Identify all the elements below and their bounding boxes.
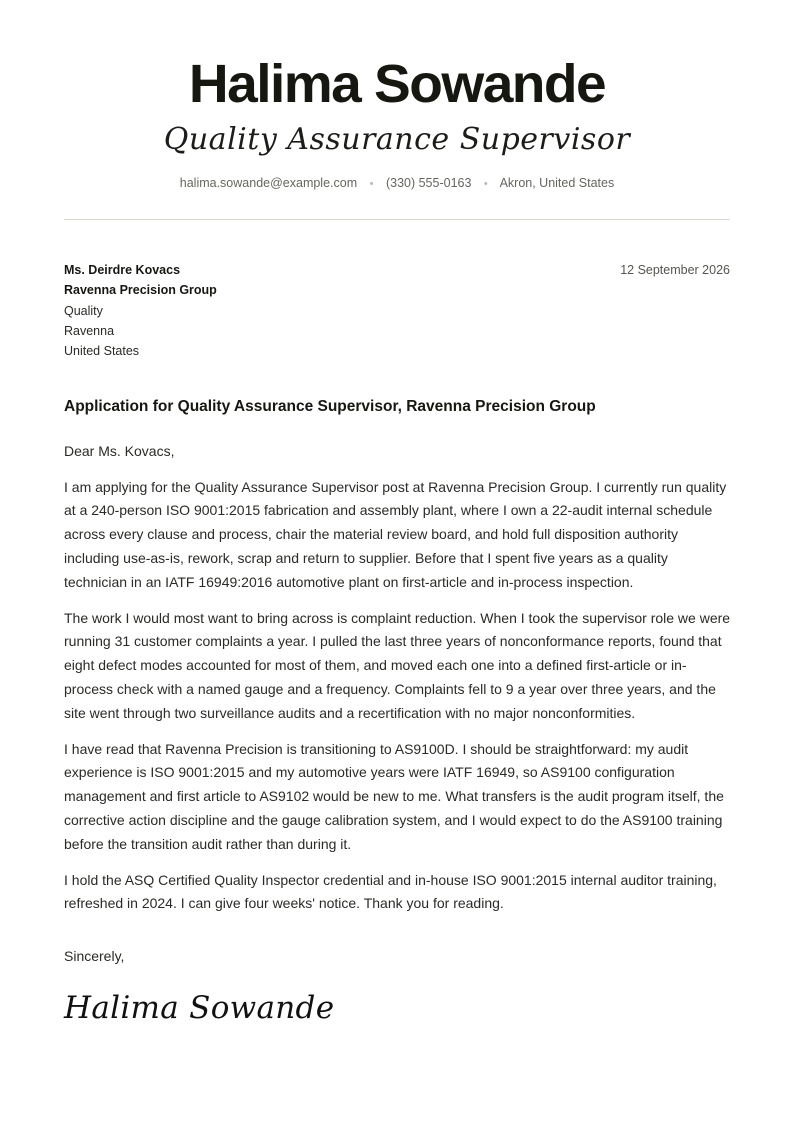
letter-subject: Application for Quality Assurance Supervisor, Ravenna Precision Group bbox=[64, 398, 596, 415]
header-divider bbox=[64, 219, 730, 220]
contact-phone: (330) 555-0163 bbox=[385, 176, 472, 190]
recipient-company: Ravenna Precision Group bbox=[64, 283, 217, 298]
salutation: Dear Ms. Kovacs, bbox=[64, 443, 175, 459]
recipient-block bbox=[64, 260, 217, 361]
recipient-country: United States bbox=[64, 344, 140, 359]
closing: Sincerely, bbox=[64, 948, 125, 964]
contact-line bbox=[0, 174, 794, 193]
body-paragraph: The work I would most want to bring across is complaint reduction. When I took the supervisor role we were running 31 customer complaints a year. I pulled the last three years of nonconformance reports, found that eight defect modes accounted for most of them, and moved each one into a defined first-article or in-process check with a named gauge and a frequency. Complaints fell to 9 a year over three years, and the site went through two surveillance audits and a recertification with no major nonconformities. bbox=[64, 609, 731, 721]
letter-header bbox=[0, 0, 794, 193]
contact-location: Akron, United States bbox=[499, 176, 615, 190]
body-paragraph: I hold the ASQ Certified Quality Inspector credential and in-house ISO 9001:2015 internal auditor training, refreshed in 2024. I can give four weeks' notice. Thank you for reading. bbox=[64, 871, 717, 912]
recipient-city: Ravenna bbox=[64, 323, 115, 338]
contact-email: halima.sowande@example.com bbox=[179, 176, 358, 190]
applicant-title: Quality Assurance Supervisor bbox=[163, 122, 631, 157]
recipient-department: Quality bbox=[64, 303, 103, 318]
letter-date: 12 September 2026 bbox=[620, 263, 730, 277]
letter-body bbox=[64, 440, 732, 929]
body-paragraph: I have read that Ravenna Precision is transitioning to AS9100D. I should be straightforward: my audit experience is ISO 9001:2015 and my automotive years were IATF 16949, so AS9100 configuration management and first article to AS9102 would be new to me. What transfers is the audit program itself, the corrective action discipline and the gauge calibration system, and I would expect to do the AS9100 training before the transition audit rather than during it. bbox=[64, 740, 724, 852]
body-paragraph: I am applying for the Quality Assurance Supervisor post at Ravenna Precision Group. I currently run quality at a 240-person ISO 9001:2015 fabrication and assembly plant, where I own a 22-audit internal schedule across every clause and process, chair the material review board, and hold full disposition authority including use-as-is, rework, scrap and return to supplier. Before that I spent five years as a quality technician in an IATF 16949:2016 automotive plant on first-article and in-process inspection. bbox=[64, 478, 727, 590]
signature: Halima Sowande bbox=[64, 990, 335, 1026]
recipient-name: Ms. Deirdre Kovacs bbox=[64, 263, 181, 277]
contact-separator: • bbox=[483, 178, 488, 190]
applicant-name: Halima Sowande bbox=[188, 54, 606, 114]
contact-separator: • bbox=[369, 178, 374, 190]
